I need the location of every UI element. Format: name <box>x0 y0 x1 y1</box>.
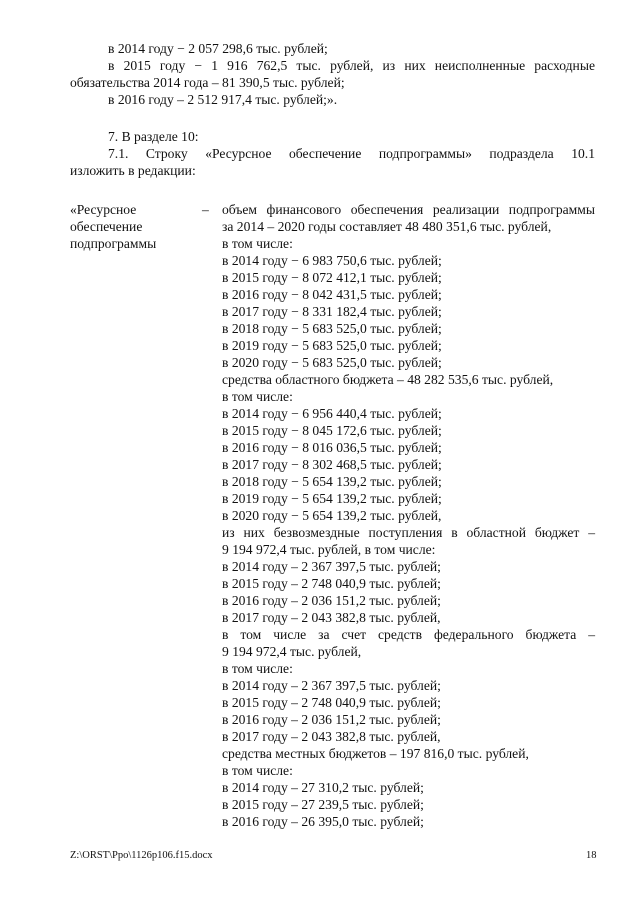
content-line: в том числе: <box>222 236 293 251</box>
content-line: в 2017 году – 2 043 382,8 тыс. рублей, <box>222 729 441 744</box>
intro-line-obligations: обязательства 2014 года – 81 390,5 тыс. рублей; <box>70 75 345 90</box>
content-line: в 2016 году − 8 016 036,5 тыс. рублей; <box>222 440 442 455</box>
section-instruction-cont: изложить в редакции: <box>70 163 196 178</box>
content-line: в 2014 году – 2 367 397,5 тыс. рублей; <box>222 678 441 693</box>
content-line: за 2014 – 2020 годы составляет 48 480 351,6 тыс. рублей, <box>222 219 552 234</box>
content-line: в том числе: <box>222 763 293 778</box>
content-line: в том числе: <box>222 389 293 404</box>
content-line: в 2019 году − 5 683 525,0 тыс. рублей; <box>222 338 442 353</box>
content-line: средства местных бюджетов – 197 816,0 тыс. рублей, <box>222 746 529 761</box>
row-label-line: «Ресурсное <box>70 202 137 217</box>
content-line: в том числе за счет средств федерального бюджета – <box>222 627 595 642</box>
content-line: в 2014 году – 2 367 397,5 тыс. рублей; <box>222 559 441 574</box>
table-row-label <box>70 201 200 252</box>
row-label-line: подпрограммы <box>70 236 157 251</box>
footer-file-path: Z:\ORST\Ppo\1126p106.f15.docx <box>70 850 213 861</box>
content-line: в 2014 году − 6 983 750,6 тыс. рублей; <box>222 253 442 268</box>
content-line: в 2015 году – 2 748 040,9 тыс. рублей; <box>222 695 441 710</box>
content-line: 9 194 972,4 тыс. рублей, в том числе: <box>222 542 436 557</box>
content-line: в 2015 году – 2 748 040,9 тыс. рублей; <box>222 576 441 591</box>
section-heading: 7. В разделе 10: <box>108 129 199 144</box>
content-line: в 2019 году − 5 654 139,2 тыс. рублей; <box>222 491 442 506</box>
content-line: в 2016 году – 2 036 151,2 тыс. рублей; <box>222 712 441 727</box>
content-line: объем финансового обеспечения реализации подпрограммы <box>222 202 595 217</box>
content-line: в 2017 году – 2 043 382,8 тыс. рублей, <box>222 610 441 625</box>
intro-line-2014: в 2014 году − 2 057 298,6 тыс. рублей; <box>108 41 328 56</box>
content-line: в 2016 году − 8 042 431,5 тыс. рублей; <box>222 287 442 302</box>
section-instruction: 7.1. Строку «Ресурсное обеспечение подпрограммы» подраздела 10.1 <box>108 146 595 161</box>
content-line: 9 194 972,4 тыс. рублей, <box>222 644 362 659</box>
intro-line-2015: в 2015 году − 1 916 762,5 тыс. рублей, из них неисполненные расходные <box>108 58 595 73</box>
content-line: в 2015 году − 8 072 412,1 тыс. рублей; <box>222 270 442 285</box>
intro-line-2016: в 2016 году – 2 512 917,4 тыс. рублей;». <box>108 92 338 107</box>
content-line: в 2016 году – 26 395,0 тыс. рублей; <box>222 814 424 829</box>
footer-page-number: 18 <box>586 850 597 861</box>
content-line: в 2014 году − 6 956 440,4 тыс. рублей; <box>222 406 442 421</box>
content-line: в 2020 году − 5 654 139,2 тыс. рублей, <box>222 508 442 523</box>
content-line: в том числе: <box>222 661 293 676</box>
content-line: в 2017 году − 8 302 468,5 тыс. рублей; <box>222 457 442 472</box>
content-line: в 2016 году – 2 036 151,2 тыс. рублей; <box>222 593 441 608</box>
content-line: в 2015 году − 8 045 172,6 тыс. рублей; <box>222 423 442 438</box>
content-line: средства областного бюджета – 48 282 535,6 тыс. рублей, <box>222 372 554 387</box>
content-line: в 2017 году − 8 331 182,4 тыс. рублей; <box>222 304 442 319</box>
content-line: в 2018 году − 5 654 139,2 тыс. рублей; <box>222 474 442 489</box>
content-line: в 2020 году − 5 683 525,0 тыс. рублей; <box>222 355 442 370</box>
content-line: в 2014 году – 27 310,2 тыс. рублей; <box>222 780 424 795</box>
content-line: в 2018 году − 5 683 525,0 тыс. рублей; <box>222 321 442 336</box>
content-line: в 2015 году – 27 239,5 тыс. рублей; <box>222 797 424 812</box>
row-dash: – <box>202 202 209 217</box>
content-line: из них безвозмездные поступления в областной бюджет – <box>222 525 595 540</box>
row-label-line: обеспечение <box>70 219 143 234</box>
